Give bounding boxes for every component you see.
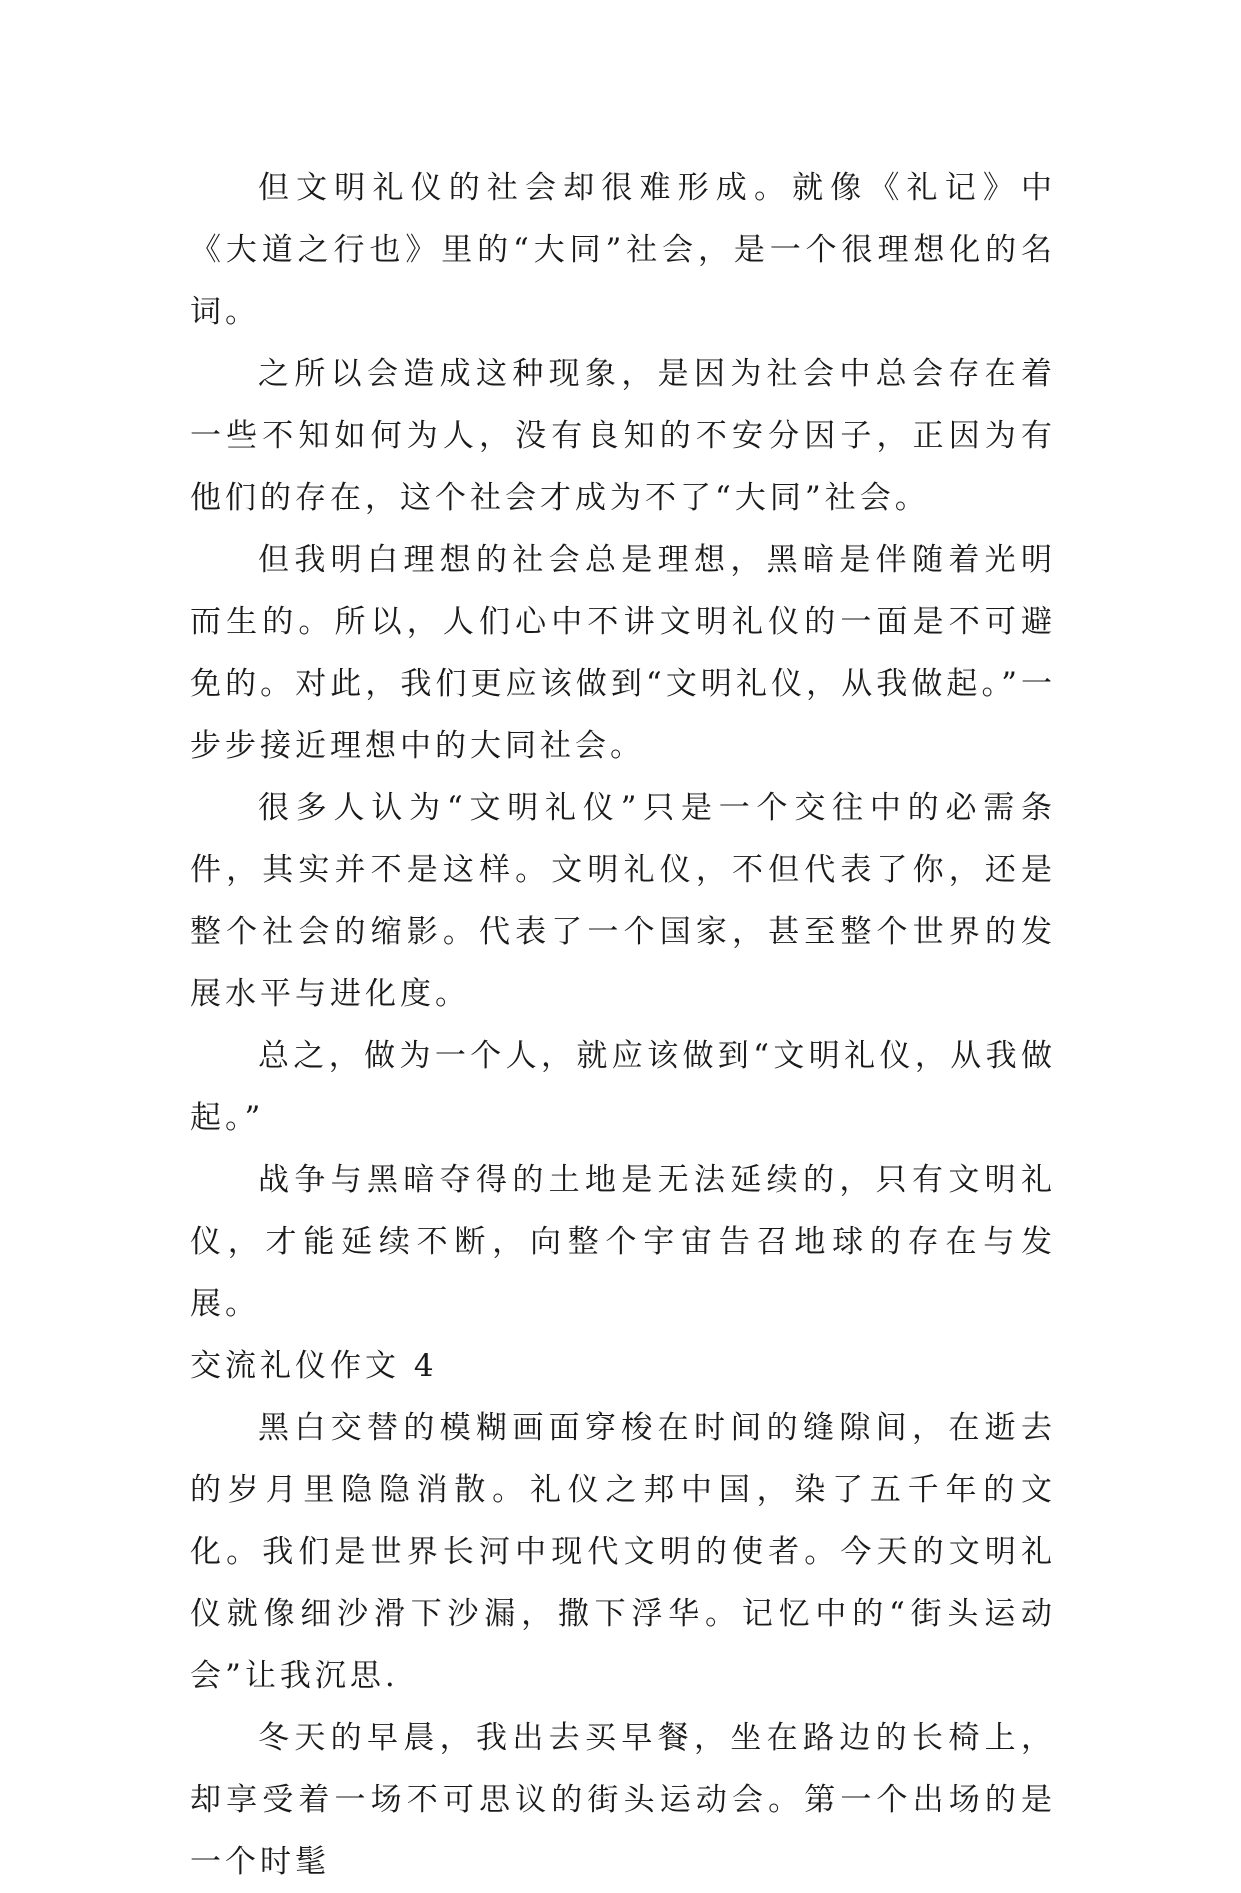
paragraph: 黑白交替的模糊画面穿梭在时间的缝隙间，在逝去的岁月里隐隐消散。礼仪之邦中国，染了五千年的文化。我们是世界长河中现代文明的使者。今天的文明礼仪就像细沙滑下沙漏，撒下浮华。记忆中的“街头运动会”让我沉思. [190, 1410, 1056, 1694]
paragraph: 但我明白理想的社会总是理想，黑暗是伴随着光明而生的。所以，人们心中不讲文明礼仪的一面是不可避免的。对此，我们更应该做到“文明礼仪，从我做起。”一步步接近理想中的大同社会。 [190, 542, 1056, 764]
paragraph: 之所以会造成这种现象，是因为社会中总会存在着一些不知如何为人，没有良知的不安分因子，正因为有他们的存在，这个社会才成为不了“大同”社会。 [190, 356, 1056, 516]
paragraph: 但文明礼仪的社会却很难形成。就像《礼记》中《大道之行也》里的“大同”社会，是一个很理想化的名词。 [190, 170, 1056, 330]
section-heading: 交流礼仪作文 4 [190, 1348, 438, 1384]
paragraph: 总之，做为一个人，就应该做到“文明礼仪，从我做起。” [190, 1038, 1056, 1136]
document-body [190, 157, 1056, 1893]
paragraph: 冬天的早晨，我出去买早餐，坐在路边的长椅上，却享受着一场不可思议的街头运动会。第一个出场的是一个时髦 [190, 1720, 1056, 1880]
paragraph: 战争与黑暗夺得的土地是无法延续的，只有文明礼仪，才能延续不断，向整个宇宙告召地球的存在与发展。 [190, 1162, 1056, 1322]
paragraph: 很多人认为“文明礼仪”只是一个交往中的必需条件，其实并不是这样。文明礼仪，不但代表了你，还是整个社会的缩影。代表了一个国家，甚至整个世界的发展水平与进化度。 [190, 790, 1056, 1012]
